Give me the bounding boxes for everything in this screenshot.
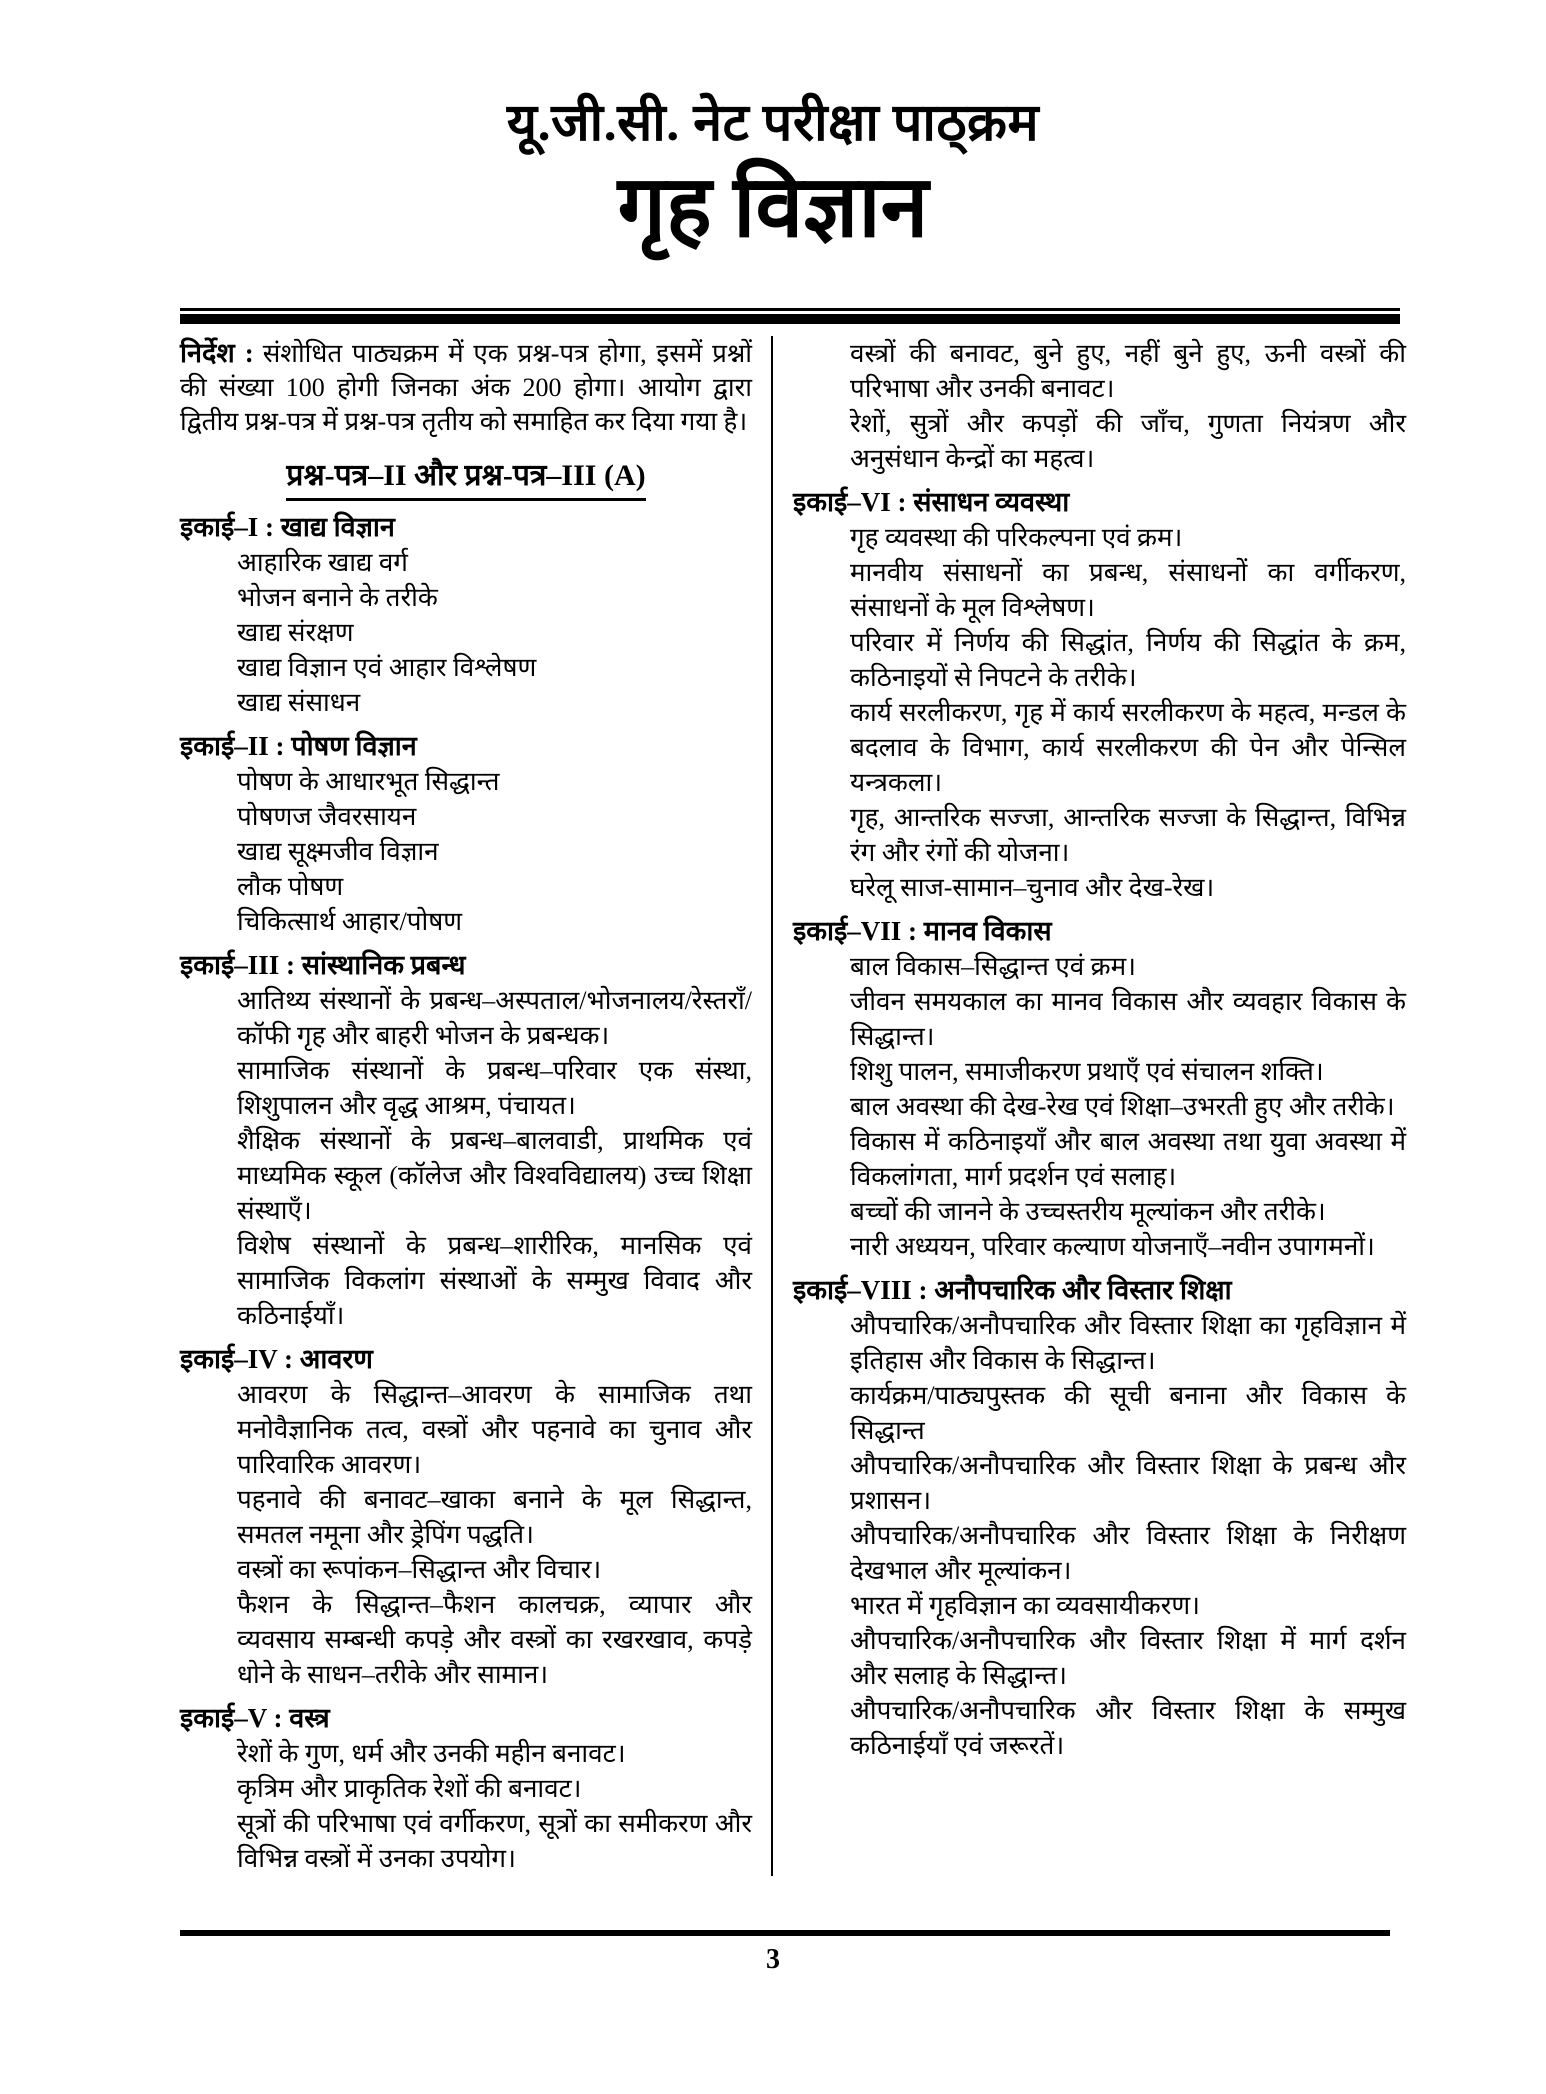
syllabus-item: बच्चों की जानने के उच्चस्तरीय मूल्यांकन और तरीके। bbox=[850, 1197, 1326, 1227]
syllabus-item: सूत्रों की परिभाषा एवं वर्गीकरण, सूत्रों का समीकरण और विभिन्न वस्त्रों में उनका उपयोग। bbox=[237, 1808, 752, 1873]
footer-divider bbox=[180, 1930, 1390, 1936]
syllabus-item: आतिथ्य संस्थानों के प्रबन्ध–अस्पताल/भोजनालय/रेस्तराँ/कॉफी गृह और बाहरी भोजन के प्रबन्धक। bbox=[237, 985, 752, 1050]
intro-label: निर्देश : bbox=[180, 338, 254, 369]
syllabus-item: खाद्य संरक्षण bbox=[237, 617, 354, 647]
syllabus-item: आहारिक खाद्य वर्ग bbox=[237, 547, 408, 577]
page-number: 3 bbox=[766, 1944, 780, 1975]
syllabus-item: खाद्य विज्ञान एवं आहार विश्लेषण bbox=[237, 652, 537, 682]
syllabus-item: वस्त्रों की बनावट, बुने हुए, नहीं बुने हुए, ऊनी वस्त्रों की परिभाषा और उनकी बनावट। bbox=[850, 339, 1406, 404]
page-title: यू.जी.सी. नेट परीक्षा पाठ्क्रम bbox=[506, 95, 1040, 152]
right-units bbox=[793, 485, 1406, 1763]
syllabus-item: नारी अध्ययन, परिवार कल्याण योजनाएँ–नवीन उपागमनों। bbox=[850, 1232, 1375, 1262]
unit-heading: इकाई–V : वस्त्र bbox=[180, 1702, 330, 1733]
syllabus-item: कार्य सरलीकरण, गृह में कार्य सरलीकरण के महत्व, मन्डल के बदलाव के विभाग, कार्य सरलीकरण की पेन और पेन्सिल यन्त्रकला। bbox=[850, 698, 1406, 798]
syllabus-item: औपचारिक/अनौपचारिक और विस्तार शिक्षा के निरीक्षण देखभाल और मूल्यांकन। bbox=[850, 1521, 1406, 1586]
syllabus-item: घरेलू साज-सामान–चुनाव और देख-रेख। bbox=[850, 873, 1215, 903]
syllabus-item: पोषण के आधारभूत सिद्धान्त bbox=[237, 766, 500, 796]
syllabus-item: कृत्रिम और प्राकृतिक रेशों की बनावट। bbox=[237, 1773, 582, 1803]
page-subtitle: गृह विज्ञान bbox=[617, 158, 929, 255]
intro-text: संशोधित पाठ्यक्रम में एक प्रश्न-पत्र होगा, इसमें प्रश्नों की संख्या 100 होगी जिनका अंक 200 होगा। आयोग द्वारा द्वितीय प्रश्न-पत्र में प्रश्न-पत्र तृतीय को समाहित कर दिया गया है। bbox=[180, 339, 752, 437]
syllabus-item: पहनावे की बनावट–खाका बनाने के मूल सिद्धान्त, समतल नमूना और ड्रेपिंग पद्धति। bbox=[237, 1484, 752, 1549]
syllabus-item: औपचारिक/अनौपचारिक और विस्तार शिक्षा का गृहविज्ञान में इतिहास और विकास के सिद्धान्त। bbox=[850, 1311, 1406, 1376]
right-column bbox=[793, 336, 1406, 1876]
syllabus-item: पोषणज जैवरसायन bbox=[237, 801, 417, 831]
syllabus-item: परिवार में निर्णय की सिद्धांत, निर्णय की सिद्धांत के क्रम, कठिनाइयों से निपटने के तरीके। bbox=[850, 628, 1406, 693]
two-column-body bbox=[0, 324, 1546, 1876]
syllabus-item: बाल अवस्था की देख-रेख एवं शिक्षा–उभरती हुए और तरीके। bbox=[850, 1092, 1395, 1122]
syllabus-item: शिशु पालन, समाजीकरण प्रथाएँ एवं संचालन शक्ति। bbox=[850, 1057, 1324, 1087]
syllabus-item: वस्त्रों का रूपांकन–सिद्धान्त और विचार। bbox=[237, 1554, 602, 1584]
syllabus-item: शैक्षिक संस्थानों के प्रबन्ध–बालवाडी, प्राथमिक एवं माध्यमिक स्कूल (कॉलेज और विश्वविद्यालय) उच्च शिक्षा संस्थाएँ। bbox=[237, 1125, 752, 1225]
left-column bbox=[180, 336, 752, 1876]
syllabus-item: भारत में गृहविज्ञान का व्यवसायीकरण। bbox=[850, 1591, 1200, 1621]
syllabus-item: फैशन के सिद्धान्त–फैशन कालचक्र, व्यापार और व्यवसाय सम्बन्धी कपड़े और वस्त्रों का रखरखाव, कपड़े धोने के साधन–तरीके और सामान। bbox=[237, 1589, 752, 1689]
syllabus-item: जीवन समयकाल का मानव विकास और व्यवहार विकास के सिद्धान्त। bbox=[850, 987, 1406, 1052]
syllabus-item: विशेष संस्थानों के प्रबन्ध–शारीरिक, मानसिक एवं सामाजिक विकलांग संस्थाओं के सम्मुख विवाद और कठिनाईयाँ। bbox=[237, 1230, 752, 1330]
syllabus-item: लौक पोषण bbox=[237, 871, 344, 901]
syllabus-item: गृह व्यवस्था की परिकल्पना एवं क्रम। bbox=[850, 523, 1183, 553]
syllabus-item: रेशों के गुण, धर्म और उनकी महीन बनावट। bbox=[237, 1738, 626, 1768]
unit-heading: इकाई–VI : संसाधन व्यवस्था bbox=[793, 487, 1070, 518]
syllabus-item: विकास में कठिनाइयाँ और बाल अवस्था तथा युवा अवस्था में विकलांगता, मार्ग प्रदर्शन एवं सलाह। bbox=[850, 1127, 1406, 1192]
column-divider bbox=[771, 336, 773, 1876]
right-lead-items bbox=[793, 336, 1406, 476]
syllabus-item: रेशों, सुत्रों और कपड़ों की जाँच, गुणता नियंत्रण और अनुसंधान केन्द्रों का महत्व। bbox=[850, 409, 1406, 474]
intro-paragraph bbox=[180, 336, 752, 439]
header-divider-thin-line bbox=[180, 308, 1400, 311]
syllabus-item: खाद्य सूक्ष्मजीव विज्ञान bbox=[237, 836, 439, 866]
header-divider-thick-line bbox=[180, 314, 1400, 324]
syllabus-item: बाल विकास–सिद्धान्त एवं क्रम। bbox=[850, 952, 1137, 982]
syllabus-item: चिकित्सार्थ आहार/पोषण bbox=[237, 906, 463, 936]
syllabus-item: औपचारिक/अनौपचारिक और विस्तार शिक्षा के सम्मुख कठिनाईयाँ एवं जरूरतें। bbox=[850, 1696, 1406, 1761]
syllabus-item: खाद्य संसाधन bbox=[237, 687, 361, 717]
unit-heading: इकाई–IV : आवरण bbox=[180, 1343, 373, 1374]
syllabus-item: औपचारिक/अनौपचारिक और विस्तार शिक्षा में मार्ग दर्शन और सलाह के सिद्धान्त। bbox=[850, 1626, 1406, 1691]
unit-heading: इकाई–II : पोषण विज्ञान bbox=[180, 730, 417, 761]
syllabus-item: मानवीय संसाधनों का प्रबन्ध, संसाधनों का वर्गीकरण, संसाधनों के मूल विश्लेषण। bbox=[850, 558, 1406, 623]
unit-heading: इकाई–VIII : अनौपचारिक और विस्तार शिक्षा bbox=[793, 1275, 1232, 1306]
syllabus-item: आवरण के सिद्धान्त–आवरण के सामाजिक तथा मनोवैज्ञानिक तत्व, वस्त्रों और पहनावे का चुनाव और पारिवारिक आवरण। bbox=[237, 1379, 752, 1479]
syllabus-item: औपचारिक/अनौपचारिक और विस्तार शिक्षा के प्रबन्ध और प्रशासन। bbox=[850, 1451, 1406, 1516]
syllabus-item: भोजन बनाने के तरीके bbox=[237, 582, 438, 612]
syllabus-item: गृह, आन्तरिक सज्जा, आन्तरिक सज्जा के सिद्धान्त, विभिन्न रंग और रंगों की योजना। bbox=[850, 803, 1406, 868]
section-heading: प्रश्न-पत्र–II और प्रश्न-पत्र–III (A) bbox=[286, 457, 645, 501]
header-divider bbox=[180, 308, 1400, 324]
syllabus-item: सामाजिक संस्थानों के प्रबन्ध–परिवार एक संस्था, शिशुपालन और वृद्ध आश्रम, पंचायत। bbox=[237, 1055, 752, 1120]
left-units bbox=[180, 510, 752, 1876]
unit-heading: इकाई–III : सांस्थानिक प्रबन्ध bbox=[180, 949, 466, 980]
unit-heading: इकाई–VII : मानव विकास bbox=[793, 916, 1052, 947]
syllabus-item: कार्यक्रम/पाठ्यपुस्तक की सूची बनाना और विकास के सिद्धान्त bbox=[850, 1381, 1406, 1446]
unit-heading: इकाई–I : खाद्य विज्ञान bbox=[180, 511, 395, 542]
section-heading-wrap bbox=[180, 457, 752, 501]
